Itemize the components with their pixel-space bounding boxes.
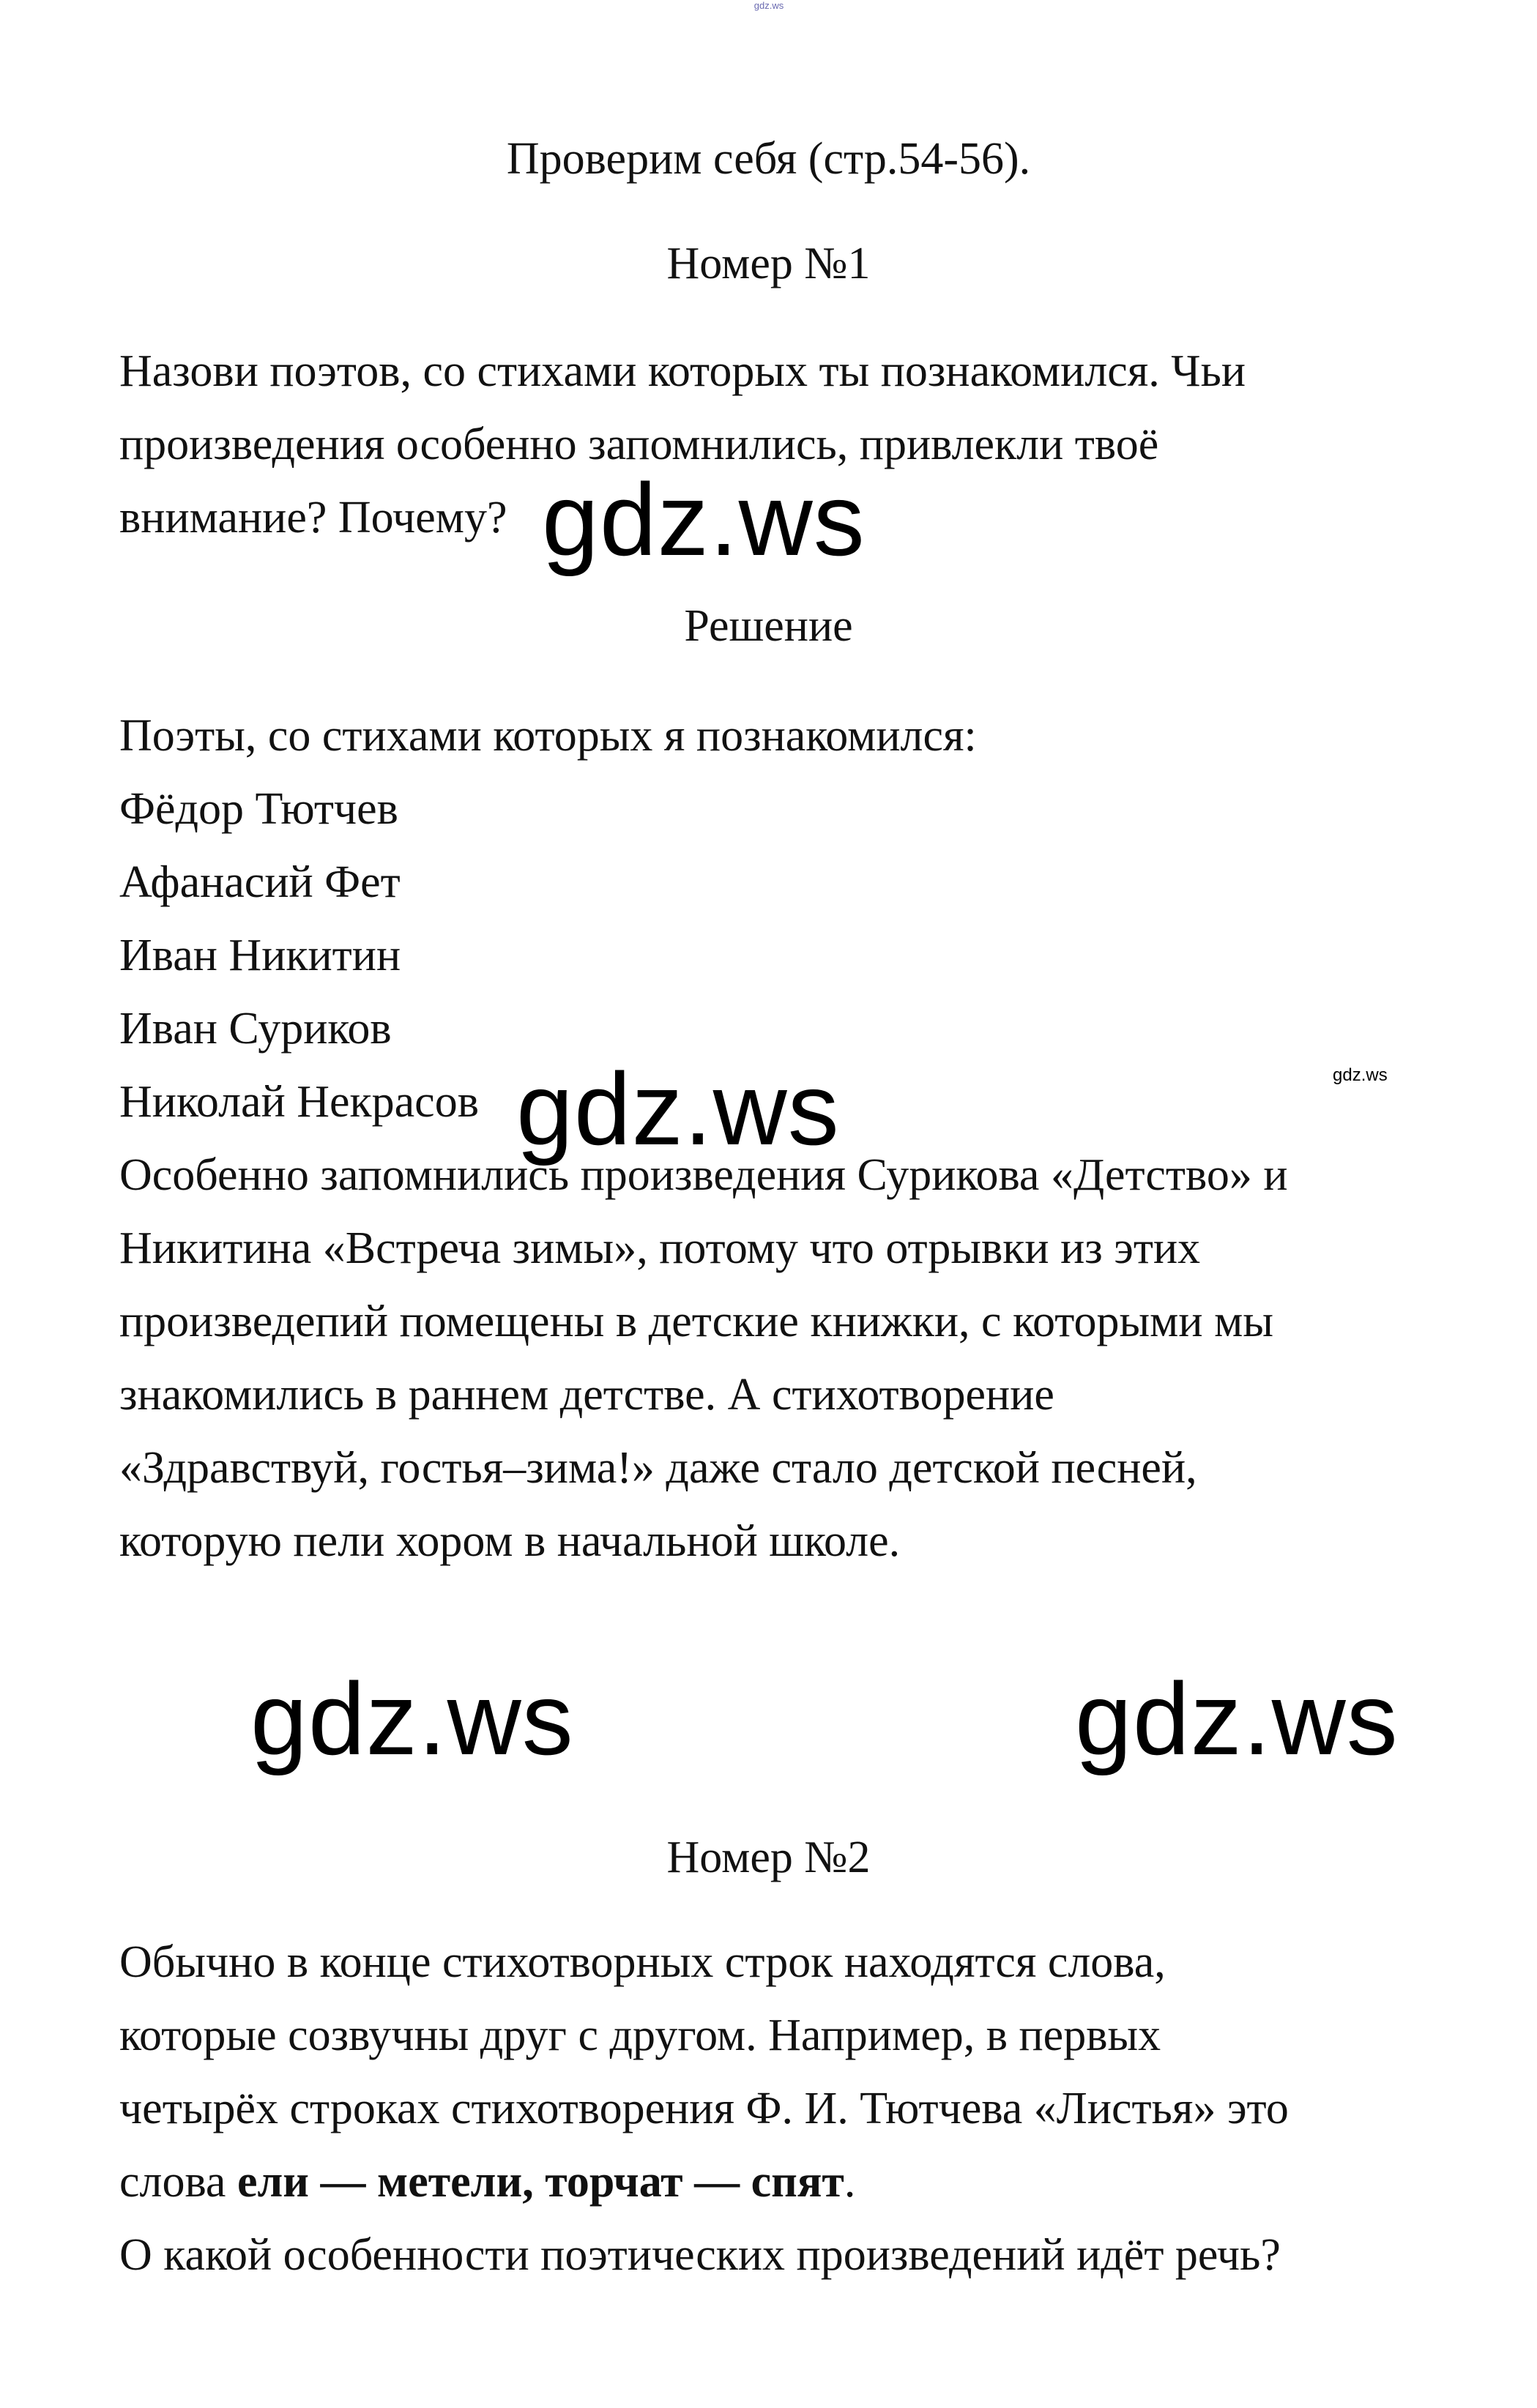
poet-item: Афанасий Фет: [119, 857, 401, 907]
rhyme-examples: ели — метели, торчат — спят: [237, 2157, 844, 2207]
answer-text-line-5: «Здравствуй, гостья–зима!» даже стало детской песней,: [119, 1443, 1197, 1493]
answer-text-line-1: Особенно запомнились произведения Сурикова «Детство» и: [119, 1150, 1288, 1200]
task1-question-line-3: внимание? Почему?: [119, 493, 507, 543]
task2-line-3: четырёх строках стихотворения Ф. И. Тютчева «Листья» это: [119, 2084, 1289, 2133]
task2-line-4: [119, 2155, 855, 2209]
watermark-gdz-small: gdz.ws: [1333, 1065, 1388, 1085]
task2-line-4-prefix: слова: [119, 2157, 237, 2207]
header-watermark: gdz.ws: [753, 0, 784, 11]
task1-heading: Номер №1: [666, 239, 871, 288]
task2-line-4-suffix: .: [844, 2157, 856, 2207]
solution-heading: Решение: [684, 601, 853, 651]
watermark-gdz-4: gdz.ws: [1075, 1661, 1399, 1776]
task2-line-2: которые созвучны друг с другом. Например, в первых: [119, 2010, 1161, 2060]
watermark-gdz-3: gdz.ws: [250, 1661, 574, 1776]
answer-intro: Поэты, со стихами которых я познакомился:: [119, 711, 977, 761]
page-title: Проверим себя (стр.54-56).: [506, 134, 1031, 184]
task2-question: О какой особенности поэтических произведений идёт речь?: [119, 2230, 1281, 2280]
task2-line-1: Обычно в конце стихотворных строк находятся слова,: [119, 1937, 1166, 1987]
poet-item: Иван Суриков: [119, 1004, 392, 1054]
task1-question-line-2: произведения особенно запомнились, привлекли твоё: [119, 420, 1159, 469]
watermark-gdz-2: gdz.ws: [516, 1051, 840, 1166]
answer-text-line-6: которую пели хором в начальной школе.: [119, 1516, 901, 1566]
answer-text-line-4: знакомились в раннем детстве. А стихотворение: [119, 1370, 1054, 1420]
poet-item: Фёдор Тютчев: [119, 784, 398, 834]
answer-text-line-2: Никитина «Встреча зимы», потому что отрывки из этих: [119, 1223, 1201, 1273]
poet-item: Иван Никитин: [119, 931, 401, 980]
task2-heading: Номер №2: [666, 1833, 871, 1882]
answer-text-line-3: произведепий помещены в детские книжки, с которыми мы: [119, 1297, 1273, 1346]
watermark-gdz-1: gdz.ws: [542, 462, 866, 577]
task1-question-line-1: Назови поэтов, со стихами которых ты познакомился. Чьи: [119, 346, 1246, 396]
poet-item: Николай Некрасов: [119, 1077, 479, 1127]
